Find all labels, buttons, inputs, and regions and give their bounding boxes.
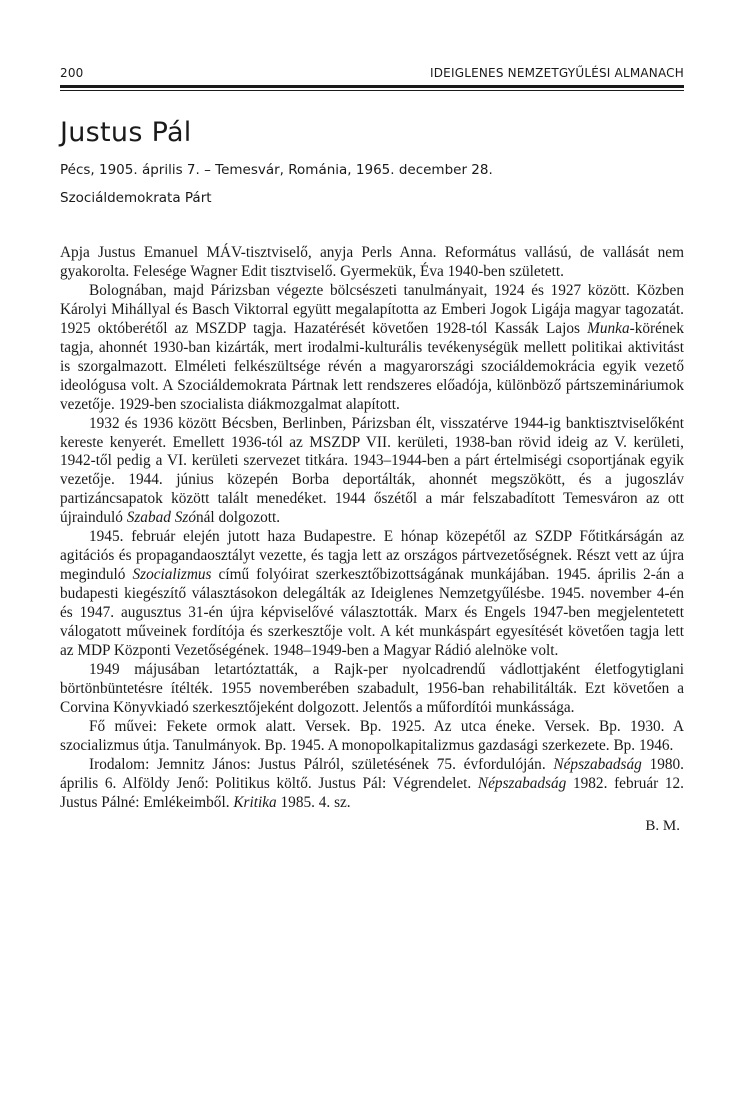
entry-name: Justus Pál	[60, 117, 192, 148]
header-rule-thick	[60, 85, 684, 88]
paragraph-literature	[60, 756, 684, 813]
paragraph-family	[60, 244, 684, 282]
paragraph-text: Irodalom: Jemnitz János: Justus Pálról, születésének 75. évfordulóján.	[89, 755, 554, 773]
biography-text	[60, 244, 684, 836]
newspaper-title: Népszabadság	[477, 774, 567, 792]
entry-dates: Pécs, 1905. április 7. – Temesvár, Románia, 1965. december 28.	[60, 162, 493, 178]
paragraph-works	[60, 718, 684, 756]
running-head: IDEIGLENES NEMZETGYŰLÉSI ALMANACH	[430, 66, 684, 80]
paragraph-career-1932	[60, 415, 684, 529]
paragraph-text: 1982. február 12. Justus Pálné: Emlékeimből.	[60, 774, 685, 811]
journal-title: Szocializmus	[132, 566, 212, 584]
entry-party: Szociáldemokrata Párt	[60, 190, 212, 206]
paragraph-text: 1980. április 6. Alföldy Jenő: Politikus költő. Justus Pál: Végrendelet.	[60, 755, 684, 792]
paragraph-text: című folyóirat szerkesztőbizottságának munkájában. 1945. április 2-án a budapesti kiegészítő választásokon delegálták az Ideiglenes Nemzetgyűlésbe. 1945. november 4-én és 1947. augusztus 31-én újra képviselővé választották. Marx és Engels 1947-ben megjelentetett válogatott műveinek fordítója és szerkesztője volt. A két munkáspárt egyesítését követően tagja lett az MDP Központi Vezetőségének. 1948–1949-ben a Magyar Rádió alelnöke volt.	[60, 566, 684, 660]
paragraph-text: 1945. február elején jutott haza Budapestre. E hónap közepétől az SZDP Főtitkárságán az agitációs és propagandaosztályt vezette, és tagja lett az országos pártvezetőségnek. Részt vett az újra meginduló	[60, 528, 684, 584]
paragraph-text: 1985. 4. sz.	[276, 793, 351, 811]
paragraph-text: nál dolgozott.	[195, 509, 281, 527]
paragraph-education	[60, 282, 684, 415]
journal-title: Munka	[587, 319, 630, 337]
journal-title: Kritika	[233, 793, 277, 811]
page-header	[60, 66, 684, 82]
author-signature: B. M.	[645, 817, 680, 834]
paragraph-text: 1949 májusában letartóztatták, a Rajk-per nyolcadrendű vádlottjaként életfogytiglani börtönbüntetésre ítélték. 1955 novemberében szabadult, 1956-ban rehabilitálták. Ezt követően a Corvina Könyvkiadó szerkesztőjeként dolgozott. Jelentős a műfordítói munkássága.	[60, 660, 684, 716]
newspaper-title: Szabad Szó	[126, 509, 196, 527]
paragraph-text: -körének tagja, ahonnét 1930-ban kizárták, mert irodalmi-kulturális tevékenységük mellett politikai aktivitást is szorgalmazott. Elméleti felkészültsége révén a magyarországi szociáldemokrácia egyik vezető ideológusa volt. A Szociáldemokrata Pártnak lett rendszeres előadója, különböző pártszemináriumok vezetője. 1929-ben szocialista diákmozgalmat alapított.	[60, 319, 684, 413]
paragraph-trial	[60, 661, 684, 718]
paragraph-text: Apja Justus Emanuel MÁV-tisztviselő, anyja Perls Anna. Református vallású, de vallását nem gyakorolta. Felesége Wagner Edit tisztviselő. Gyermekük, Éva 1940-ben született.	[60, 244, 684, 280]
newspaper-title: Népszabadság	[553, 755, 642, 773]
page-number: 200	[60, 66, 84, 80]
paragraph-text: 1932 és 1936 között Bécsben, Berlinben, Párizsban élt, visszatérve 1944-ig banktisztviselőként kereste kenyerét. Emellett 1936-tól az MSZDP VII. kerületi, 1938-ban rövid ideig az V. kerületi, 1942-től pedig a VI. kerületi szervezet titkára. 1943–1944-ben a párt értelmiségi csoportjának egyik vezetője. 1944. június közepén Borba deportálták, ahonnét megszökött, és a jugoszláv partizáncsapatok között talált menedéket. 1944 őszétől a már felszabadított Temesváron az ott újrainduló	[60, 414, 684, 527]
header-rule-thin	[60, 90, 684, 91]
paragraph-career-1945	[60, 528, 684, 661]
paragraph-text: Fő művei: Fekete ormok alatt. Versek. Bp. 1925. Az utca éneke. Versek. Bp. 1930. A szocializmus útja. Tanulmányok. Bp. 1945. A monopolkapitalizmus gazdasági szerkezete. Bp. 1946.	[60, 717, 684, 754]
paragraph-text: Bolognában, majd Párizsban végezte bölcsészeti tanulmányait, 1924 és 1927 között. Közben Károlyi Mihállyal és Basch Viktorral együtt megalapította az Emberi Jogok Ligája magyar tagozatát. 1925 októberétől az MSZDP tagja. Hazatérését követően 1928-tól Kassák Lajos	[60, 281, 684, 337]
